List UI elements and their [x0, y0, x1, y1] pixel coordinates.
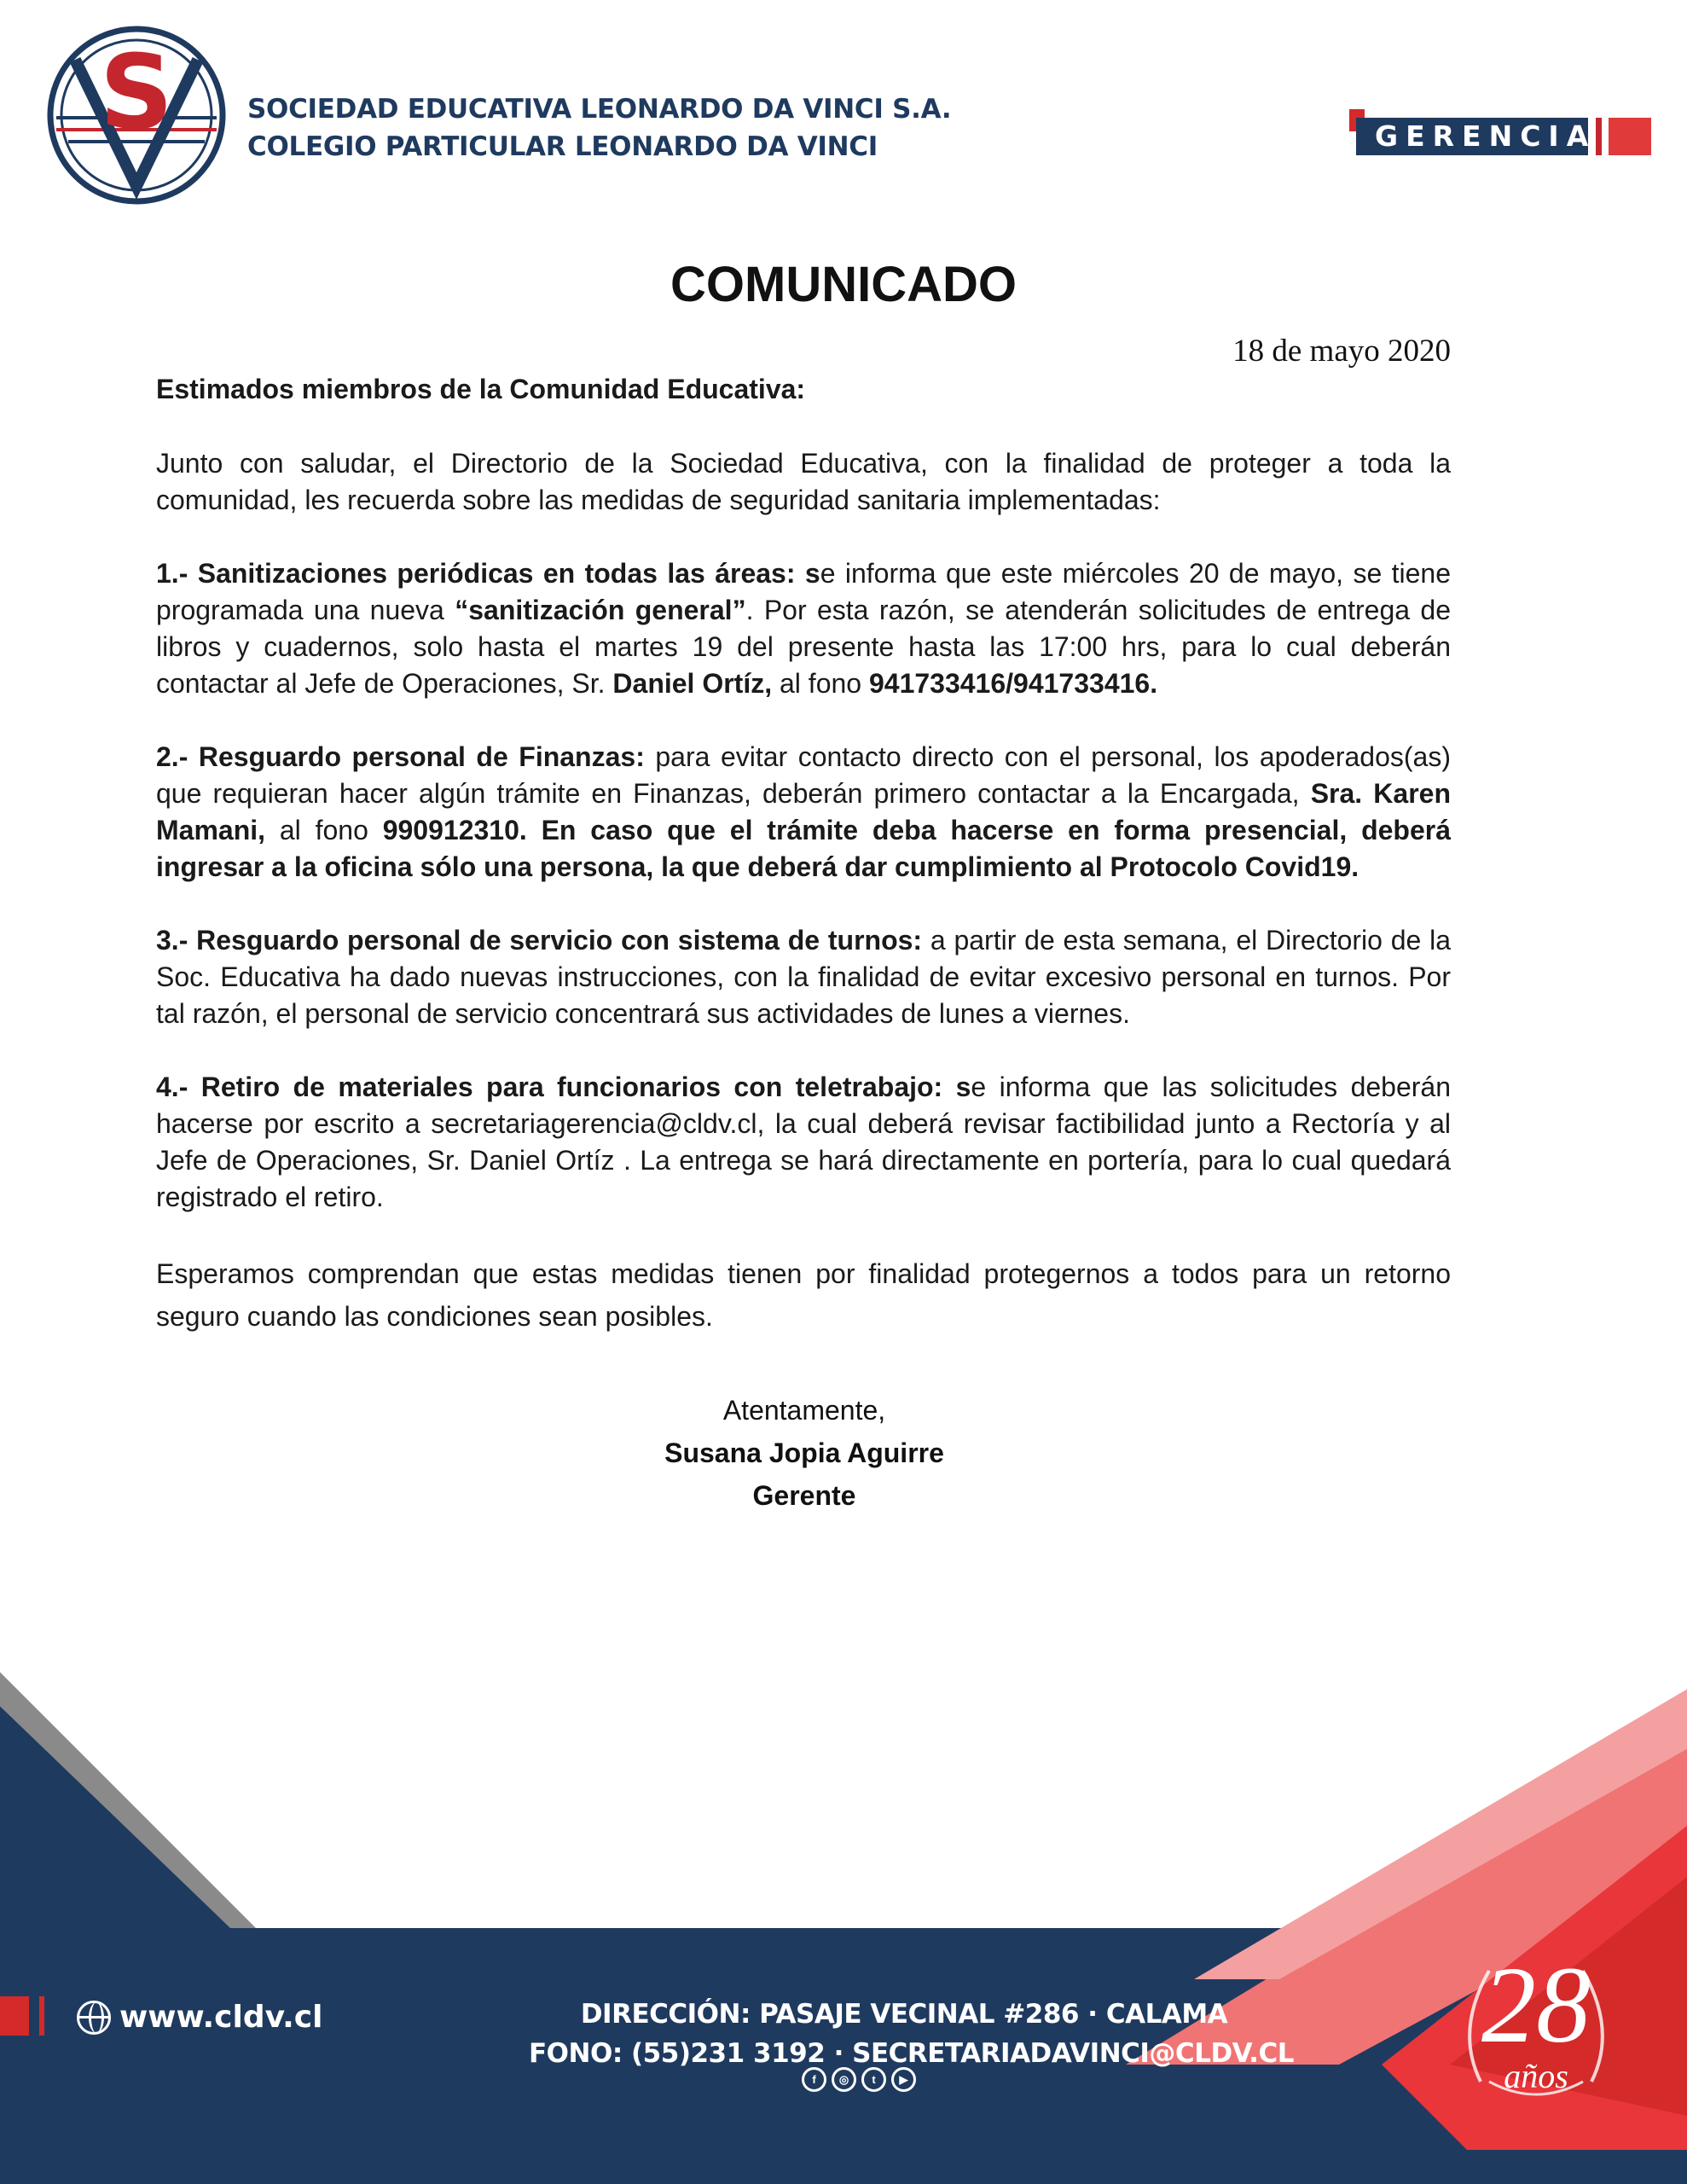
item-4-heading: 4.- Retiro de materiales para funcionarios con teletrabajo: s	[156, 1072, 971, 1102]
website-text: www.cldv.cl	[119, 2000, 323, 2035]
department-label: GERENCIA	[1356, 118, 1588, 155]
document-body	[156, 371, 1451, 1338]
intro-paragraph: Junto con saludar, el Directorio de la Sociedad Educativa, con la finalidad de proteger a toda la comunidad, les recuerda sobre las medidas de seguridad sanitaria implementadas:	[156, 448, 1451, 515]
social-icons	[802, 2067, 916, 2092]
item-1-heading: 1.- Sanitizaciones periódicas en todas las áreas: s	[156, 558, 820, 589]
school-logo	[38, 26, 235, 205]
website-link[interactable]	[77, 2000, 322, 2035]
anniversary-word: años	[1504, 2057, 1568, 2095]
signer-name: Susana Jopia Aguirre	[664, 1438, 944, 1468]
organization-names	[247, 90, 951, 166]
anniversary-number: 28	[1481, 1944, 1591, 2065]
contact-name: Daniel Ortíz,	[612, 668, 773, 699]
anniversary-badge	[1446, 1937, 1626, 2116]
svg-text:S: S	[99, 34, 174, 153]
footer-banner	[0, 1672, 1687, 2184]
item-1-paragraph: 1.- Sanitizaciones periódicas en todas las áreas: se informa que este miércoles 20 de mayo, se tiene programada una nueva “sanitización general”. Por esta razón, se atenderán solicitudes de entrega de libros y cuadernos, solo hasta el martes 19 del presente hasta las 17:00 hrs, para lo cual deberán contactar al Jefe de Operaciones, Sr. Daniel Ortíz, al fono 941733416/941733416.	[156, 558, 1452, 699]
document-date: 18 de mayo 2020	[1232, 334, 1451, 369]
footer-contact	[529, 1995, 1294, 2073]
globe-icon	[77, 2001, 111, 2035]
department-badge	[1349, 109, 1651, 155]
org-name-secondary: COLEGIO PARTICULAR LEONARDO DA VINCI	[247, 131, 878, 162]
signoff: Atentamente,	[722, 1395, 886, 1426]
signature-block	[0, 1389, 1609, 1517]
signer-role: Gerente	[752, 1480, 856, 1511]
youtube-icon[interactable]: ▶	[891, 2067, 916, 2092]
item-2-heading: 2.- Resguardo personal de Finanzas:	[156, 741, 645, 772]
document-title: COMUNICADO	[670, 257, 1017, 312]
closing-paragraph: Esperamos comprendan que estas medidas tienen por finalidad protegernos a todos para un retorno seguro cuando las condiciones sean posibles.	[156, 1258, 1451, 1332]
sv-emblem-icon	[38, 26, 235, 205]
salutation: Estimados miembros de la Comunidad Educativa:	[156, 374, 806, 404]
org-name-primary: SOCIEDAD EDUCATIVA LEONARDO DA VINCI S.A.	[247, 94, 952, 125]
item-4-paragraph: 4.- Retiro de materiales para funcionarios con teletrabajo: se informa que las solicitudes deberán hacerse por escrito a secretariagerencia@cldv.cl, la cual deberá revisar factibilidad junto a Rectoría y al Jefe de Operaciones, Sr. Daniel Ortíz . La entrega se hará directamente en portería, para lo cual quedará registrado el retiro.	[156, 1072, 1452, 1212]
footer-phone-email: FONO: (55)231 3192 · SECRETARIADAVINCI@CLDV.CL	[529, 2038, 1294, 2069]
twitter-icon[interactable]: t	[861, 2067, 886, 2092]
finance-contact-name: Sra. Karen Mamani,	[156, 778, 1452, 845]
item-3-paragraph: 3.- Resguardo personal de servicio con sistema de turnos: a partir de esta semana, el Directorio de la Soc. Educativa ha dado nuevas instrucciones, con la finalidad de evitar excesivo personal en turnos. Por tal razón, el personal de servicio concentrará sus actividades de lunes a viernes.	[156, 925, 1452, 1029]
footer-address: DIRECCIÓN: PASAJE VECINAL #286 · CALAMA	[580, 1999, 1228, 2030]
contact-phone: 941733416/941733416.	[868, 668, 1158, 699]
finance-phone-notice: 990912310. En caso que el trámite deba hacerse en forma presencial, deberá ingresar a la oficina sólo una persona, la que deberá dar cumplimiento al Protocolo Covid19.	[156, 815, 1452, 882]
instagram-icon[interactable]: ◎	[832, 2067, 856, 2092]
item-2-paragraph: 2.- Resguardo personal de Finanzas: para evitar contacto directo con el personal, los apoderados(as) que requieran hacer algún trámite en Finanzas, deberán primero contactar a la Encargada, Sra. Karen Mamani, al fono 990912310. En caso que el trámite deba hacerse en forma presencial, deberá ingresar a la oficina sólo una persona, la que deberá dar cumplimiento al Protocolo Covid19.	[156, 741, 1452, 882]
item-3-heading: 3.- Resguardo personal de servicio con sistema de turnos:	[156, 925, 923, 956]
facebook-icon[interactable]: f	[802, 2067, 826, 2092]
